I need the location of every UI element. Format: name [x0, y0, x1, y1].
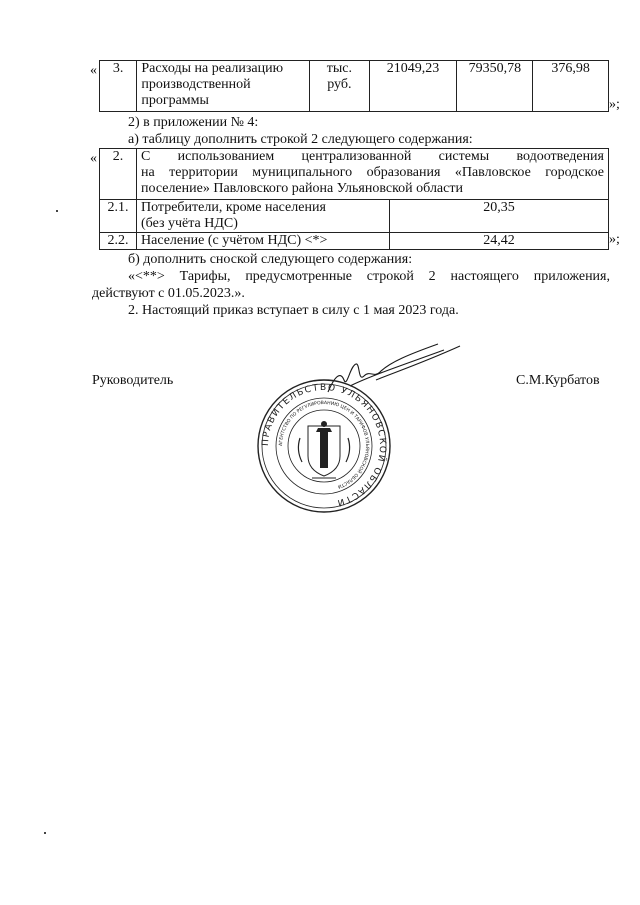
- scan-dot: [44, 832, 46, 834]
- heading-line: на территории муниципального образования «Павловское городское: [141, 165, 604, 180]
- row-unit: [310, 61, 370, 112]
- close-quote: »;: [609, 232, 620, 247]
- heading-line: С использованием централизованной системы водоотведения: [141, 149, 604, 164]
- svg-text:АГЕНТСТВО ПО РЕГУЛИРОВАНИЮ ЦЕН: АГЕНТСТВО ПО РЕГУЛИРОВАНИЮ ЦЕН И ТАРИФОВ УЛЬЯНОВСКОЙ ОБЛАСТИ: [278, 400, 370, 489]
- signer-name: С.М.Курбатов: [516, 373, 600, 388]
- heading-line: поселение» Павловского района Ульяновской области: [141, 181, 463, 196]
- row-heading: [137, 149, 609, 200]
- row-unit-line: руб.: [327, 77, 352, 92]
- table-row: [100, 61, 609, 112]
- scan-dot: [56, 210, 58, 212]
- row-number: 2.2.: [100, 233, 137, 250]
- signer-position: Руководитель: [92, 373, 174, 388]
- open-quote: «: [90, 151, 97, 166]
- row-name-line: производственной: [141, 77, 251, 92]
- close-quote: »;: [609, 97, 620, 112]
- value-2: 79350,78: [457, 61, 533, 112]
- row-unit-line: тыс.: [326, 61, 352, 76]
- row-number: 2.: [100, 149, 137, 200]
- row-label: [137, 200, 390, 233]
- row-label-line: Потребители, кроме населения: [141, 200, 326, 215]
- row-number: 2.1.: [100, 200, 137, 233]
- table-row: [100, 200, 609, 233]
- row-name-line: Расходы на реализацию: [141, 61, 284, 76]
- effective-date-paragraph: 2. Настоящий приказ вступает в силу с 1 мая 2023 года.: [128, 303, 459, 318]
- row-number: 3.: [100, 61, 137, 112]
- row-name-line: программы: [141, 93, 209, 108]
- table-row: [100, 233, 609, 250]
- value-3: 376,98: [533, 61, 609, 112]
- svg-text:ПРАВИТЕЛЬСТВО УЛЬЯНОВСКОЙ ОБЛА: ПРАВИТЕЛЬСТВО УЛЬЯНОВСКОЙ ОБЛАСТИ: [260, 382, 388, 508]
- costs-table: [99, 60, 609, 112]
- paragraph-a: а) таблицу дополнить строкой 2 следующего содержания:: [128, 132, 473, 147]
- footnote-line-2: действуют с 01.05.2023.».: [92, 286, 245, 301]
- open-quote: «: [90, 63, 97, 78]
- paragraph-b: б) дополнить сноской следующего содержания:: [128, 252, 413, 267]
- row-label: Население (с учётом НДС) <*>: [137, 233, 390, 250]
- annex-4-paragraph: 2) в приложении № 4:: [128, 115, 259, 130]
- row-name: [137, 61, 310, 112]
- row-value: 20,35: [390, 200, 609, 233]
- row-value: 24,42: [390, 233, 609, 250]
- row-label-line: (без учёта НДС): [141, 216, 238, 231]
- tariff-table: [99, 148, 609, 250]
- value-1: 21049,23: [369, 61, 457, 112]
- table-row: [100, 149, 609, 200]
- footnote-line-1: «<**> Тарифы, предусмотренные строкой 2 настоящего приложения,: [128, 269, 610, 284]
- official-seal: [256, 378, 392, 514]
